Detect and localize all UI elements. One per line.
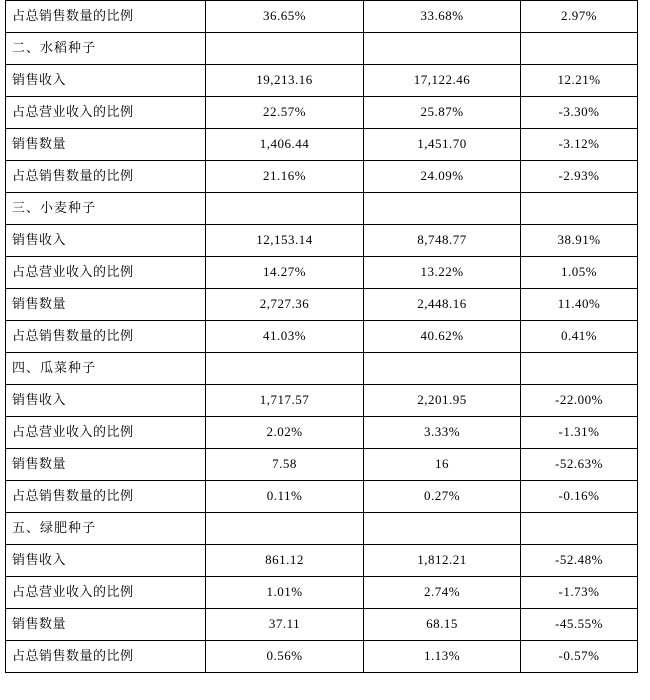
value-cell-2: 17,122.46 <box>364 65 521 97</box>
value-cell-3 <box>521 33 638 65</box>
row-label-cell: 占总营业收入的比例 <box>6 417 206 449</box>
row-label-cell: 销售收入 <box>6 225 206 257</box>
value-cell-3: -2.93% <box>521 161 638 193</box>
table-row <box>6 193 638 225</box>
value-cell-2: 1,451.70 <box>364 129 521 161</box>
value-cell-1: 7.58 <box>206 449 364 481</box>
value-cell-2: 25.87% <box>364 97 521 129</box>
value-cell-3: -3.12% <box>521 129 638 161</box>
value-cell-1 <box>206 353 364 385</box>
value-cell-3: -22.00% <box>521 385 638 417</box>
row-label-cell: 占总营业收入的比例 <box>6 97 206 129</box>
row-label-cell: 销售收入 <box>6 385 206 417</box>
table-row <box>6 385 638 417</box>
row-label-cell: 占总销售数量的比例 <box>6 321 206 353</box>
value-cell-3: -1.73% <box>521 577 638 609</box>
row-label-cell: 占总销售数量的比例 <box>6 641 206 673</box>
row-label-cell: 占总营业收入的比例 <box>6 577 206 609</box>
value-cell-2: 24.09% <box>364 161 521 193</box>
value-cell-1: 41.03% <box>206 321 364 353</box>
table-row <box>6 321 638 353</box>
row-label-cell: 占总销售数量的比例 <box>6 161 206 193</box>
value-cell-1: 0.56% <box>206 641 364 673</box>
value-cell-3: 11.40% <box>521 289 638 321</box>
value-cell-2: 2.74% <box>364 577 521 609</box>
table-row <box>6 129 638 161</box>
value-cell-2 <box>364 193 521 225</box>
value-cell-1: 12,153.14 <box>206 225 364 257</box>
value-cell-2 <box>364 33 521 65</box>
table-row <box>6 353 638 385</box>
row-label-cell: 销售数量 <box>6 289 206 321</box>
table-row <box>6 641 638 673</box>
value-cell-1: 14.27% <box>206 257 364 289</box>
value-cell-2: 33.68% <box>364 1 521 33</box>
value-cell-3: 0.41% <box>521 321 638 353</box>
value-cell-2 <box>364 353 521 385</box>
value-cell-3: -0.16% <box>521 481 638 513</box>
value-cell-1: 1,717.57 <box>206 385 364 417</box>
value-cell-3: -3.30% <box>521 97 638 129</box>
table-row <box>6 97 638 129</box>
table-row <box>6 1 638 33</box>
table-row <box>6 609 638 641</box>
table-row <box>6 449 638 481</box>
value-cell-1: 1,406.44 <box>206 129 364 161</box>
value-cell-2: 3.33% <box>364 417 521 449</box>
table-row <box>6 577 638 609</box>
row-label-cell: 销售收入 <box>6 545 206 577</box>
value-cell-2: 1.13% <box>364 641 521 673</box>
table-body <box>6 1 638 673</box>
value-cell-1: 0.11% <box>206 481 364 513</box>
value-cell-1 <box>206 193 364 225</box>
value-cell-1: 22.57% <box>206 97 364 129</box>
row-label-cell: 销售数量 <box>6 449 206 481</box>
table-row <box>6 545 638 577</box>
row-label-cell: 销售数量 <box>6 129 206 161</box>
row-label-cell: 占总销售数量的比例 <box>6 481 206 513</box>
value-cell-3 <box>521 353 638 385</box>
value-cell-2: 13.22% <box>364 257 521 289</box>
value-cell-2: 2,448.16 <box>364 289 521 321</box>
value-cell-1: 21.16% <box>206 161 364 193</box>
table-row <box>6 289 638 321</box>
section-header-cell: 四、瓜菜种子 <box>6 353 206 385</box>
value-cell-2: 0.27% <box>364 481 521 513</box>
value-cell-3: -0.57% <box>521 641 638 673</box>
section-header-cell: 五、绿肥种子 <box>6 513 206 545</box>
value-cell-1: 19,213.16 <box>206 65 364 97</box>
row-label-cell: 占总销售数量的比例 <box>6 1 206 33</box>
section-header-cell: 三、小麦种子 <box>6 193 206 225</box>
table-row <box>6 513 638 545</box>
value-cell-1: 37.11 <box>206 609 364 641</box>
value-cell-3: 1.05% <box>521 257 638 289</box>
section-header-cell: 二、水稻种子 <box>6 33 206 65</box>
seed-sales-table <box>5 0 638 673</box>
value-cell-3: -52.48% <box>521 545 638 577</box>
value-cell-2: 2,201.95 <box>364 385 521 417</box>
value-cell-3 <box>521 513 638 545</box>
table-row <box>6 65 638 97</box>
value-cell-3: -45.55% <box>521 609 638 641</box>
value-cell-1: 2.02% <box>206 417 364 449</box>
value-cell-1: 861.12 <box>206 545 364 577</box>
table-row <box>6 161 638 193</box>
value-cell-3: 2.97% <box>521 1 638 33</box>
table-row <box>6 257 638 289</box>
table-row <box>6 225 638 257</box>
value-cell-1 <box>206 513 364 545</box>
value-cell-3: 38.91% <box>521 225 638 257</box>
table-row <box>6 33 638 65</box>
value-cell-2: 16 <box>364 449 521 481</box>
value-cell-2: 68.15 <box>364 609 521 641</box>
row-label-cell: 销售收入 <box>6 65 206 97</box>
value-cell-1: 1.01% <box>206 577 364 609</box>
value-cell-3 <box>521 193 638 225</box>
value-cell-2: 8,748.77 <box>364 225 521 257</box>
value-cell-3: -1.31% <box>521 417 638 449</box>
value-cell-1 <box>206 33 364 65</box>
value-cell-3: 12.21% <box>521 65 638 97</box>
table-row <box>6 481 638 513</box>
row-label-cell: 销售数量 <box>6 609 206 641</box>
value-cell-2: 40.62% <box>364 321 521 353</box>
table-row <box>6 417 638 449</box>
value-cell-3: -52.63% <box>521 449 638 481</box>
value-cell-1: 2,727.36 <box>206 289 364 321</box>
value-cell-2: 1,812.21 <box>364 545 521 577</box>
value-cell-2 <box>364 513 521 545</box>
row-label-cell: 占总营业收入的比例 <box>6 257 206 289</box>
value-cell-1: 36.65% <box>206 1 364 33</box>
